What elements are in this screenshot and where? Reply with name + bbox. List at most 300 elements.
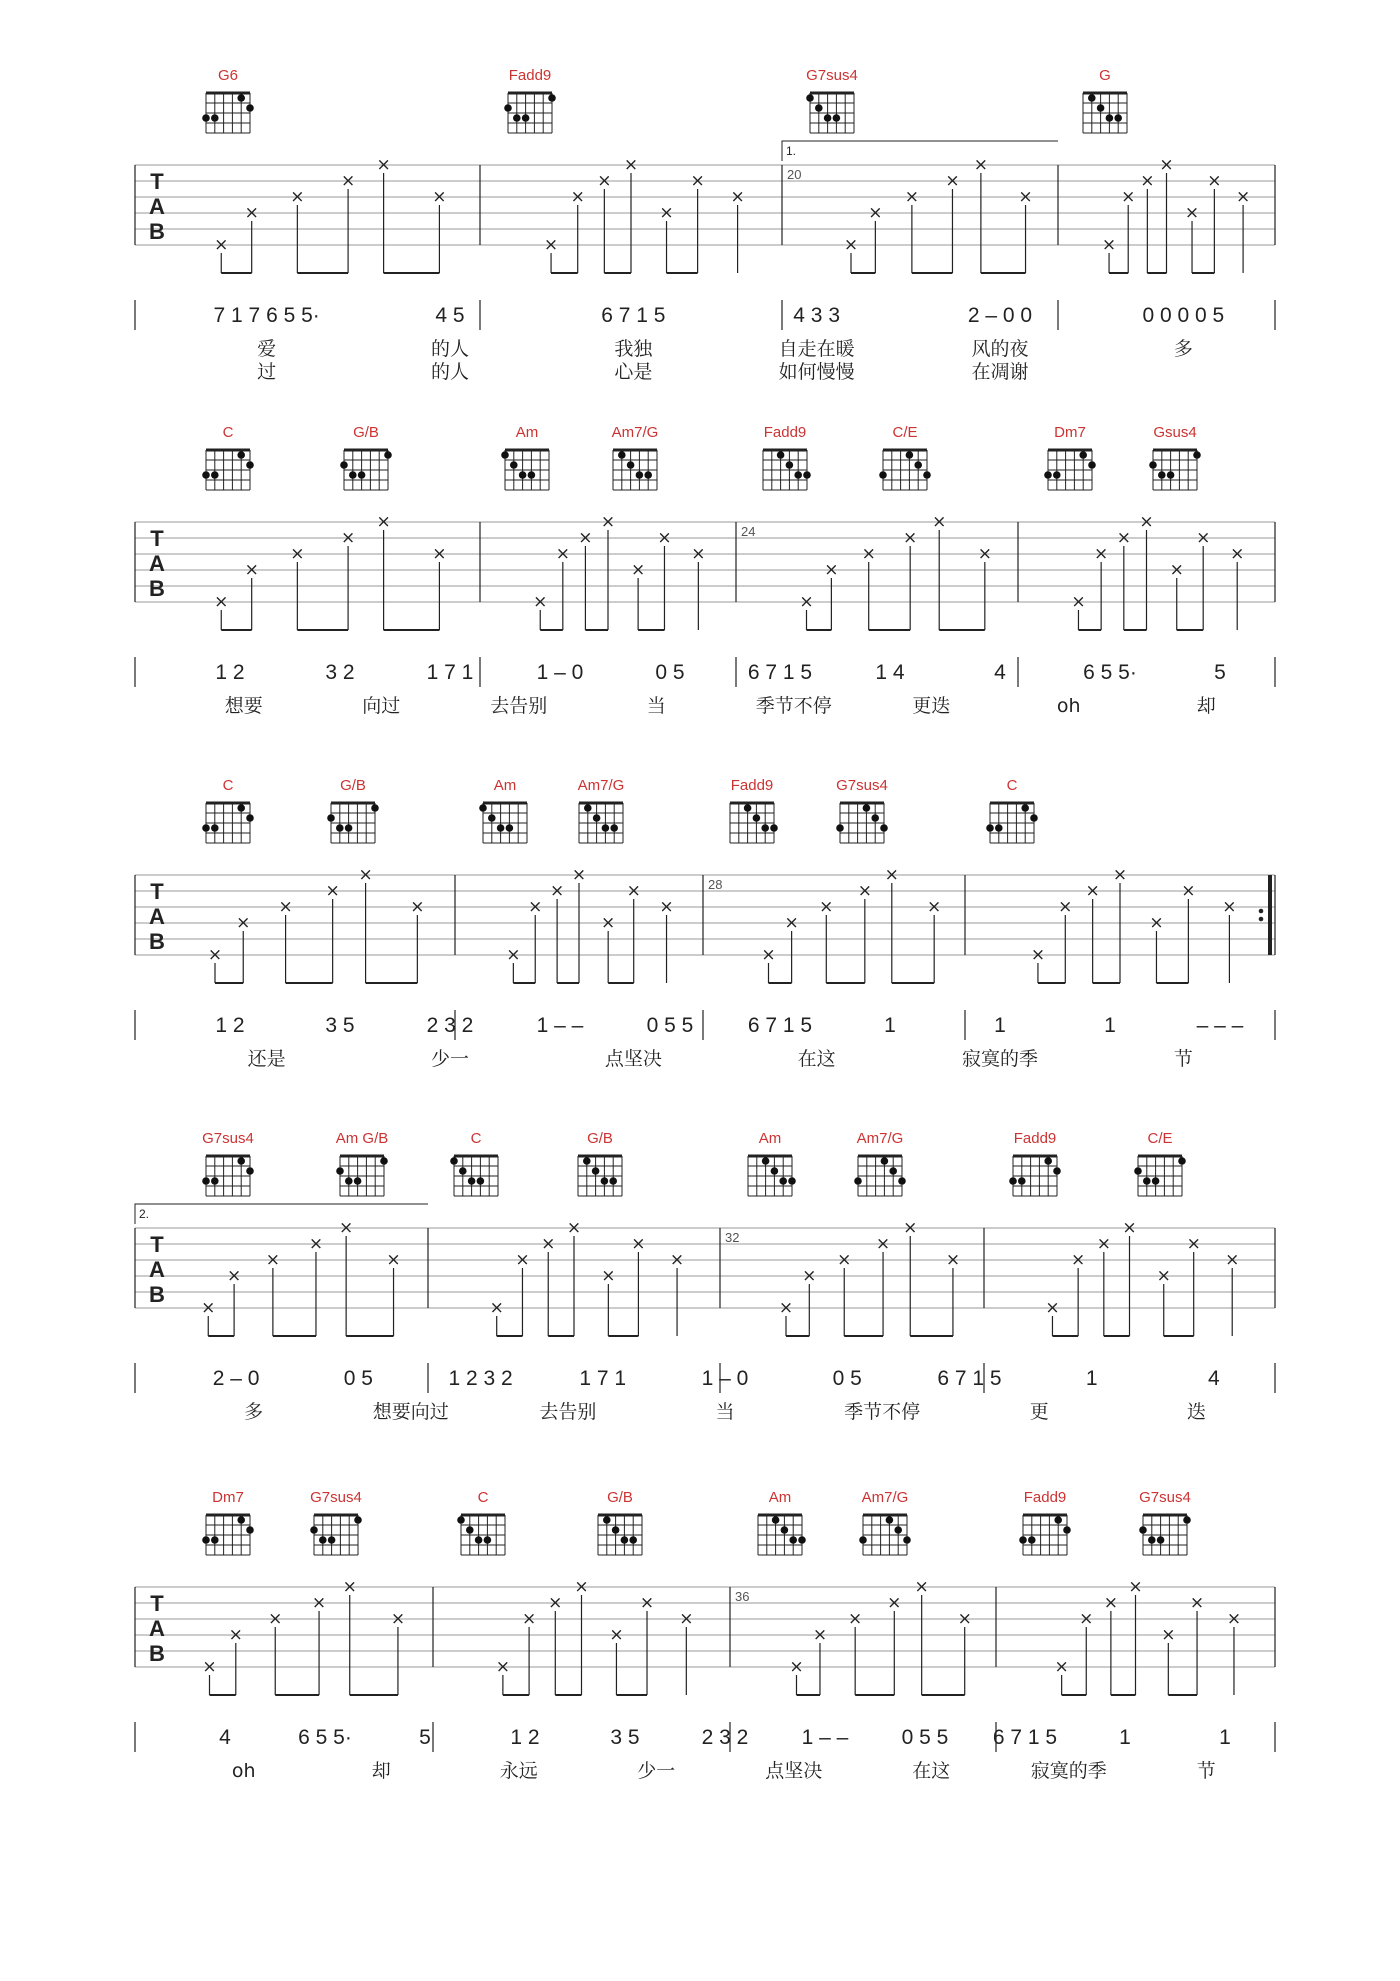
tab-note-x: × — [884, 865, 899, 885]
tab-note-x: × — [843, 235, 859, 255]
finger-dot — [636, 471, 644, 479]
lyric-line-1: 更 — [1029, 1401, 1049, 1423]
tab-clef-letter: T — [150, 169, 164, 194]
tab-note-x: × — [1159, 155, 1174, 175]
tab-note-x: × — [574, 1577, 589, 1597]
tab-note-x: × — [1121, 187, 1136, 207]
finger-dot — [644, 471, 652, 479]
finger-dot — [781, 1526, 789, 1534]
chord-diagram — [763, 424, 811, 490]
finger-dot — [548, 94, 556, 102]
finger-dot — [806, 94, 814, 102]
chord-name: G7sus4 — [310, 1489, 362, 1506]
finger-dot — [519, 471, 527, 479]
tab-note-x: × — [1128, 1577, 1143, 1597]
finger-dot — [202, 471, 210, 479]
tab-clef-letter: A — [149, 1616, 165, 1641]
melody-notes: 5 — [1214, 661, 1226, 684]
volta-label: 1. — [786, 144, 797, 158]
tab-note-x: × — [244, 560, 259, 580]
tab-note-x: × — [1149, 913, 1164, 933]
chord-diagram — [479, 777, 527, 843]
finger-dot — [627, 461, 635, 469]
finger-dot — [1097, 104, 1105, 112]
finger-dot — [1019, 1536, 1027, 1544]
bar-number: 20 — [787, 167, 802, 182]
lyric-line-1: 节 — [1173, 1048, 1193, 1070]
finger-dot — [798, 1536, 806, 1544]
tab-note-x: × — [410, 897, 425, 917]
chord-diagram — [340, 424, 392, 490]
tab-note-x: × — [1094, 544, 1109, 564]
finger-dot — [211, 471, 219, 479]
lyric-line-1: 风的夜 — [971, 338, 1029, 360]
lyric-line-1: 寂寞的季 — [961, 1048, 1039, 1070]
melody-notes: 1 2 — [215, 661, 245, 684]
tab-note-x: × — [207, 945, 223, 965]
finger-dot — [603, 1516, 611, 1524]
bar-number: 36 — [735, 1589, 750, 1604]
tab-note-x: × — [1085, 881, 1100, 901]
finger-dot — [484, 1536, 492, 1544]
tab-note-x: × — [325, 881, 340, 901]
chord-name: Am7/G — [856, 1130, 904, 1147]
tab-note-x: × — [861, 544, 876, 564]
melody-notes: 1 7 1 — [579, 1367, 627, 1390]
melody-notes: 7 1 7 6 5 5· — [213, 304, 320, 327]
tab-note-x: × — [1112, 865, 1128, 885]
tab-note-x: × — [1122, 1218, 1137, 1238]
melody-notes: 1 — [1219, 1726, 1231, 1749]
melody-notes: 4 — [219, 1726, 231, 1749]
tab-note-x: × — [690, 171, 705, 191]
lyric-line-1: 少一 — [430, 1048, 470, 1070]
tab-clef-letter: T — [150, 1591, 164, 1616]
tab-note-x: × — [761, 945, 776, 965]
tab-note-x: × — [1054, 1657, 1069, 1677]
chord-diagram — [1044, 424, 1096, 490]
chord-name: Dm7 — [1054, 424, 1086, 441]
finger-dot — [468, 1177, 476, 1185]
lyric-line-1: 却 — [1196, 695, 1216, 717]
tab-note-x: × — [432, 544, 447, 564]
bar-number: 28 — [708, 877, 723, 892]
finger-dot — [380, 1157, 388, 1165]
chord-name: C — [470, 1130, 482, 1147]
chord-diagram — [202, 777, 254, 843]
tab-note-x: × — [1058, 897, 1073, 917]
lyric-line-2: 如何慢慢 — [778, 361, 855, 383]
tab-note-x: × — [1071, 1250, 1086, 1270]
tab-clef-letter: T — [150, 1232, 164, 1257]
melody-notes: 1 2 3 2 — [448, 1367, 513, 1390]
tab-note-x: × — [824, 560, 839, 580]
tab-note-x: × — [1235, 187, 1251, 207]
lyric-line-1: 季节不停 — [844, 1401, 921, 1423]
lyric-line-1: 去告别 — [539, 1401, 597, 1423]
melody-notes: 3 2 — [325, 661, 355, 684]
finger-dot — [522, 114, 530, 122]
chord-diagram — [806, 67, 858, 133]
finger-dot — [1028, 1536, 1036, 1544]
chord-diagram — [450, 1130, 498, 1196]
finger-dot — [753, 814, 761, 822]
tab-note-x: × — [957, 1609, 972, 1629]
finger-dot — [803, 471, 811, 479]
finger-dot — [1149, 461, 1157, 469]
tab-note-x: × — [1186, 1234, 1201, 1254]
finger-dot — [894, 1526, 902, 1534]
finger-dot — [770, 824, 778, 832]
chord-name: Am — [758, 1130, 782, 1147]
chord-diagram — [501, 424, 549, 490]
tab-note-x: × — [1116, 528, 1131, 548]
lyric-line-1: oh — [1056, 695, 1081, 717]
finger-dot — [1054, 1516, 1062, 1524]
finger-dot — [513, 114, 521, 122]
finger-dot — [1183, 1516, 1191, 1524]
melody-notes: 1 4 — [875, 661, 905, 684]
tab-note-x: × — [639, 1593, 655, 1613]
chord-name: G7sus4 — [202, 1130, 254, 1147]
finger-dot — [336, 1167, 344, 1175]
finger-dot — [762, 1157, 770, 1165]
melody-notes: 6 7 1 5 — [747, 661, 813, 684]
finger-dot — [779, 1177, 787, 1185]
tab-note-x: × — [265, 1250, 281, 1270]
finger-dot — [384, 451, 392, 459]
chord-name: G7sus4 — [806, 67, 858, 84]
finger-dot — [211, 1177, 219, 1185]
chord-diagram — [1139, 1489, 1191, 1555]
melody-notes: 4 5 — [435, 304, 465, 327]
finger-dot — [501, 451, 509, 459]
chord-diagram — [1009, 1130, 1061, 1196]
finger-dot — [621, 1536, 629, 1544]
finger-dot — [246, 1167, 254, 1175]
finger-dot — [880, 824, 888, 832]
tab-note-x: × — [549, 881, 565, 901]
melody-notes: 6 7 1 5 — [937, 1367, 1002, 1390]
chord-name: Am7/G — [611, 424, 659, 441]
finger-dot — [761, 824, 769, 832]
tab-note-x: × — [515, 1250, 530, 1270]
chord-name: Am7/G — [577, 777, 625, 794]
melody-notes: 4 — [994, 661, 1006, 684]
finger-dot — [906, 451, 914, 459]
chord-name: Fadd9 — [1023, 1489, 1067, 1506]
tab-note-x: × — [1139, 512, 1154, 532]
tab-note-x: × — [228, 1625, 243, 1645]
finger-dot — [1030, 814, 1038, 822]
tab-note-x: × — [875, 1234, 891, 1254]
finger-dot — [914, 461, 922, 469]
finger-dot — [788, 1177, 796, 1185]
tab-note-x: × — [778, 1298, 794, 1318]
lyric-line-2: 心是 — [614, 361, 653, 383]
lyric-line-1: 还是 — [247, 1048, 286, 1070]
tab-note-x: × — [226, 1266, 242, 1286]
tab-note-x: × — [278, 897, 293, 917]
chord-diagram — [879, 424, 931, 490]
melody-notes: 0 5 — [832, 1367, 862, 1390]
chord-name: G7sus4 — [836, 777, 888, 794]
finger-dot — [202, 824, 210, 832]
lyric-line-1: 当 — [646, 695, 666, 717]
tab-note-x: × — [358, 865, 373, 885]
repeat-dot — [1259, 909, 1264, 914]
melody-notes: 0 5 5 — [901, 1726, 949, 1749]
tab-note-x: × — [376, 155, 391, 175]
chord-diagram — [578, 1130, 622, 1196]
finger-dot — [1143, 1177, 1151, 1185]
tab-clef-letter: A — [149, 551, 165, 576]
finger-dot — [995, 824, 1003, 832]
finger-dot — [824, 114, 832, 122]
finger-dot — [349, 471, 357, 479]
volta-bracket — [135, 1204, 428, 1224]
finger-dot — [237, 1516, 245, 1524]
melody-notes: 1 7 1 — [426, 661, 474, 684]
tab-note-x: × — [789, 1657, 804, 1677]
melody-notes: 6 5 5· — [298, 1726, 352, 1749]
lyric-line-1: 多 — [244, 1401, 264, 1423]
finger-dot — [986, 824, 994, 832]
melody-notes: 6 7 1 5 — [601, 304, 666, 327]
tab-note-x: × — [904, 187, 920, 207]
melody-notes: – – – — [1196, 1014, 1244, 1037]
lyric-line-1: 点坚决 — [765, 1760, 823, 1782]
tab-note-x: × — [868, 203, 883, 223]
tab-note-x: × — [290, 544, 305, 564]
tab-note-x: × — [1226, 1609, 1242, 1629]
finger-dot — [583, 1157, 591, 1165]
finger-dot — [863, 804, 871, 812]
finger-dot — [1079, 451, 1087, 459]
finger-dot — [836, 824, 844, 832]
lyric-line-1: 当 — [715, 1401, 735, 1423]
chord-name: C — [1006, 777, 1018, 794]
melody-notes: 3 5 — [325, 1014, 355, 1037]
chord-name: C/E — [892, 424, 918, 441]
lyric-line-1: 寂寞的季 — [1030, 1760, 1107, 1782]
finger-dot — [1021, 804, 1029, 812]
tab-note-x: × — [659, 897, 674, 917]
finger-dot — [815, 104, 823, 112]
tab-note-x: × — [914, 1577, 929, 1597]
finger-dot — [744, 804, 752, 812]
melody-notes: 1 — [884, 1014, 896, 1037]
finger-dot — [310, 1526, 318, 1534]
finger-dot — [881, 1157, 889, 1165]
finger-dot — [772, 1516, 780, 1524]
melody-notes: 2 – 0 — [212, 1367, 260, 1390]
tab-note-x: × — [548, 1593, 563, 1613]
finger-dot — [237, 1157, 245, 1165]
chord-name: Gsus4 — [1153, 424, 1197, 441]
tab-note-x: × — [432, 187, 447, 207]
lyric-line-1: 在这 — [797, 1048, 836, 1070]
system-3 — [135, 777, 1275, 1070]
chord-diagram — [1083, 67, 1127, 133]
chord-name: Dm7 — [212, 1489, 244, 1506]
tab-note-x: × — [679, 1609, 694, 1629]
melody-notes: 1 — [1119, 1726, 1131, 1749]
finger-dot — [771, 1167, 779, 1175]
chord-diagram — [730, 777, 778, 843]
tab-note-x: × — [506, 945, 521, 965]
tab-note-x: × — [857, 881, 872, 901]
melody-notes: 1 — [994, 1014, 1006, 1037]
melody-notes: 0 5 5 — [646, 1014, 694, 1037]
finger-dot — [592, 1167, 600, 1175]
tab-note-x: × — [887, 1593, 902, 1613]
tab-clef-letter: T — [150, 879, 164, 904]
chord-diagram — [202, 67, 254, 133]
tab-note-x: × — [236, 913, 251, 933]
chord-name: Am — [515, 424, 539, 441]
tab-note-x: × — [903, 528, 918, 548]
chord-diagram — [859, 1489, 911, 1555]
chord-name: Fadd9 — [1013, 1130, 1057, 1147]
tab-note-x: × — [1222, 897, 1237, 917]
system-1 — [135, 67, 1275, 383]
tab-clef-letter: B — [149, 1641, 165, 1666]
finger-dot — [457, 1516, 465, 1524]
tab-note-x: × — [1156, 1266, 1171, 1286]
finger-dot — [336, 824, 344, 832]
tab-note-x: × — [543, 235, 559, 255]
tab-note-x: × — [1230, 544, 1245, 564]
finger-dot — [328, 1536, 336, 1544]
finger-dot — [319, 1536, 327, 1544]
tab-note-x: × — [691, 544, 706, 564]
tab-note-x: × — [268, 1609, 283, 1629]
finger-dot — [345, 1177, 353, 1185]
system-4 — [135, 1130, 1275, 1423]
tab-note-x: × — [1103, 1593, 1119, 1613]
tab-note-x: × — [945, 171, 960, 191]
melody-notes: 1 2 — [510, 1726, 540, 1749]
tab-note-x: × — [541, 1234, 556, 1254]
finger-dot — [618, 451, 626, 459]
tab-note-x: × — [812, 1625, 828, 1645]
bar-number: 24 — [741, 524, 756, 539]
tab-note-x: × — [566, 1218, 582, 1238]
finger-dot — [354, 1516, 362, 1524]
chord-name: C/E — [1147, 1130, 1173, 1147]
finger-dot — [1018, 1177, 1026, 1185]
finger-dot — [528, 471, 536, 479]
finger-dot — [211, 114, 219, 122]
lyric-line-2: 在凋谢 — [971, 361, 1029, 383]
tab-note-x: × — [799, 592, 814, 612]
lyric-line-1: 我独 — [614, 338, 653, 360]
tab-note-x: × — [1207, 171, 1222, 191]
finger-dot — [789, 1536, 797, 1544]
chord-diagram — [202, 1489, 254, 1555]
finger-dot — [237, 804, 245, 812]
finger-dot — [1044, 1157, 1052, 1165]
tab-note-x: × — [657, 528, 672, 548]
finger-dot — [854, 1177, 862, 1185]
melody-notes: 6 5 5· — [1083, 661, 1137, 684]
finger-dot — [237, 94, 245, 102]
finger-dot — [1088, 94, 1096, 102]
finger-dot — [1152, 1177, 1160, 1185]
finger-dot — [475, 1536, 483, 1544]
tab-note-x: × — [533, 592, 548, 612]
finger-dot — [1178, 1157, 1186, 1165]
finger-dot — [871, 814, 879, 822]
lyric-line-1: 永远 — [499, 1760, 538, 1782]
tab-clef-letter: A — [149, 1257, 165, 1282]
finger-dot — [610, 824, 618, 832]
tab-note-x: × — [290, 187, 305, 207]
finger-dot — [602, 824, 610, 832]
finger-dot — [504, 104, 512, 112]
tab-note-x: × — [977, 544, 992, 564]
tab-note-x: × — [1045, 1298, 1060, 1318]
finger-dot — [479, 804, 487, 812]
tab-note-x: × — [386, 1250, 401, 1270]
finger-dot — [859, 1536, 867, 1544]
tab-note-x: × — [848, 1609, 863, 1629]
lyric-line-2: 的人 — [430, 361, 470, 383]
finger-dot — [202, 1177, 210, 1185]
tab-note-x: × — [630, 560, 646, 580]
lyric-line-1: 却 — [371, 1760, 391, 1782]
tab-note-x: × — [340, 528, 356, 548]
chord-diagram — [310, 1489, 362, 1555]
finger-dot — [1009, 1177, 1017, 1185]
finger-dot — [358, 471, 366, 479]
tab-clef-letter: B — [149, 219, 165, 244]
tab-clef-letter: B — [149, 1282, 165, 1307]
chord-diagram — [336, 1130, 389, 1196]
tab-note-x: × — [571, 865, 587, 885]
tab-note-x: × — [390, 1609, 406, 1629]
finger-dot — [246, 1526, 254, 1534]
tab-note-x: × — [1189, 1593, 1205, 1613]
finger-dot — [879, 471, 887, 479]
tab-note-x: × — [730, 187, 745, 207]
finger-dot — [794, 471, 802, 479]
melody-notes: 2 3 2 — [701, 1726, 749, 1749]
melody-notes: 1 – – — [536, 1014, 584, 1037]
tab-note-x: × — [945, 1250, 961, 1270]
finger-dot — [1088, 461, 1096, 469]
finger-dot — [889, 1167, 897, 1175]
finger-dot — [477, 1177, 485, 1185]
tab-note-x: × — [659, 203, 674, 223]
chord-name: G/B — [587, 1130, 613, 1147]
finger-dot — [777, 451, 785, 459]
tab-note-x: × — [1018, 187, 1033, 207]
finger-dot — [612, 1526, 620, 1534]
melody-notes: 1 2 — [215, 1014, 245, 1037]
lyric-line-1: oh — [231, 1760, 256, 1782]
finger-dot — [923, 471, 931, 479]
tab-note-x: × — [489, 1298, 504, 1318]
chord-name: C — [222, 777, 234, 794]
tab-note-x: × — [1161, 1625, 1176, 1645]
finger-dot — [246, 814, 254, 822]
tab-note-x: × — [555, 544, 570, 564]
tab-note-x: × — [214, 592, 229, 612]
chord-name: G/B — [340, 777, 366, 794]
melody-notes: 1 — [1085, 1367, 1098, 1390]
